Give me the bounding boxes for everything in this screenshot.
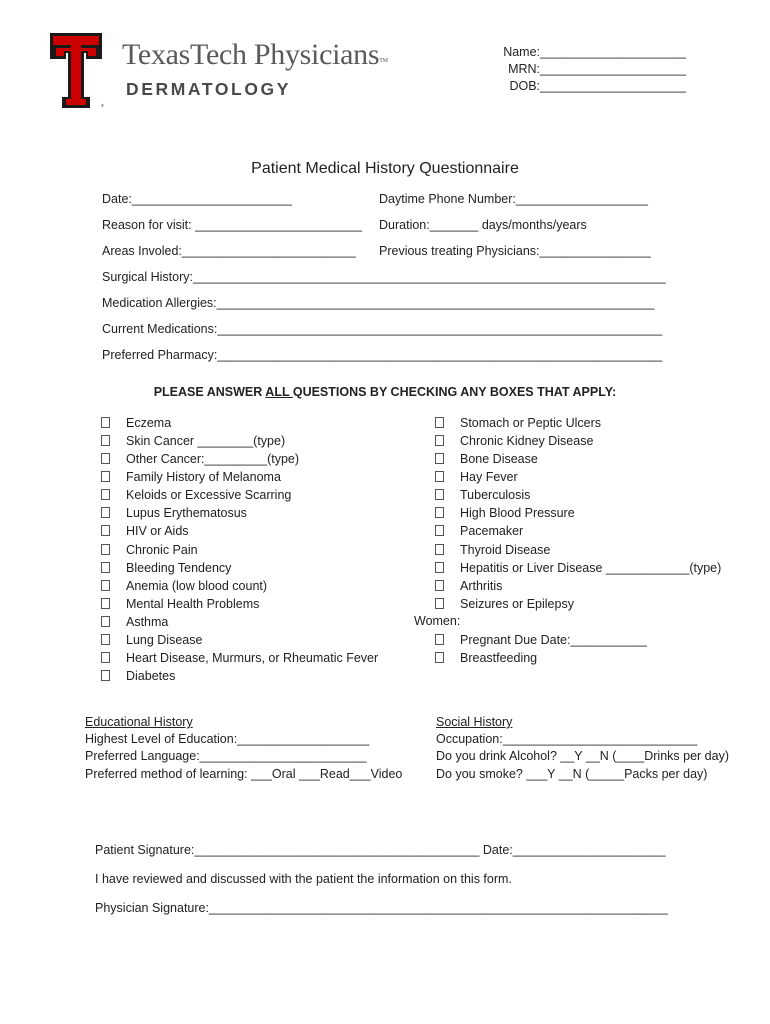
condition-item: Diabetes	[101, 667, 175, 685]
condition-item: Seizures or Epilepsy	[435, 595, 574, 613]
texas-tech-double-t-logo-icon	[50, 33, 102, 108]
condition-item: HIV or Aids	[101, 522, 189, 540]
condition-item: Lupus Erythematosus	[101, 504, 247, 522]
checkbox[interactable]	[101, 544, 110, 555]
checkbox[interactable]	[101, 525, 110, 536]
patient-id-block	[480, 44, 686, 95]
name-field[interactable]: Name:_____________________	[503, 45, 686, 59]
condition-item: Keloids or Excessive Scarring	[101, 486, 291, 504]
condition-item: Stomach or Peptic Ulcers	[435, 414, 601, 432]
checkbox[interactable]	[101, 634, 110, 645]
checkbox[interactable]	[101, 580, 110, 591]
condition-item: Hay Fever	[435, 468, 518, 486]
condition-item: Tuberculosis	[435, 486, 530, 504]
learning-method-field[interactable]: Preferred method of learning: ___Oral ___Read___Video	[85, 767, 403, 781]
checkbox[interactable]	[435, 544, 444, 555]
checkbox[interactable]	[101, 670, 110, 681]
condition-item: Mental Health Problems	[101, 595, 259, 613]
checkbox[interactable]	[101, 471, 110, 482]
condition-item: Asthma	[101, 613, 168, 631]
checkbox[interactable]	[101, 507, 110, 518]
surgical-history-field[interactable]: Surgical History:____________________________________________________________________	[102, 270, 666, 284]
smoking-field[interactable]: Do you smoke? ___Y __N (_____Packs per day)	[436, 767, 708, 781]
checkbox[interactable]	[101, 489, 110, 500]
condition-item: Pregnant Due Date:___________	[435, 631, 647, 649]
duration-field[interactable]: Duration:_______ days/months/years	[379, 218, 587, 232]
checkbox[interactable]	[435, 562, 444, 573]
svg-text:®: ®	[101, 103, 104, 108]
checkbox[interactable]	[435, 507, 444, 518]
checkbox[interactable]	[101, 598, 110, 609]
occupation-field[interactable]: Occupation:____________________________	[436, 732, 698, 746]
checkbox[interactable]	[435, 435, 444, 446]
condition-item: Hepatitis or Liver Disease ____________(type)	[435, 559, 721, 577]
preferred-pharmacy-field[interactable]: Preferred Pharmacy:________________________________________________________________	[102, 348, 663, 362]
mrn-field[interactable]: MRN:_____________________	[508, 62, 686, 76]
department-name: DERMATOLOGY	[126, 79, 292, 99]
previous-physicians-field[interactable]: Previous treating Physicians:________________	[379, 244, 651, 258]
checkbox[interactable]	[435, 471, 444, 482]
physician-signature-field[interactable]: Physician Signature:__________________________________________________________________	[95, 901, 668, 915]
condition-item: Lung Disease	[101, 631, 202, 649]
condition-item: High Blood Pressure	[435, 504, 575, 522]
date-field[interactable]: Date:_______________________	[102, 192, 292, 206]
condition-item: Bleeding Tendency	[101, 559, 231, 577]
educational-history-heading: Educational History	[85, 715, 193, 729]
areas-involved-field[interactable]: Areas Involed:_________________________	[102, 244, 356, 258]
form-title: Patient Medical History Questionnaire	[251, 160, 519, 177]
checkbox[interactable]	[435, 580, 444, 591]
condition-item: Skin Cancer ________(type)	[101, 432, 285, 450]
checkbox[interactable]	[101, 417, 110, 428]
review-statement: I have reviewed and discussed with the patient the information on this form.	[95, 872, 512, 886]
checkbox[interactable]	[435, 489, 444, 500]
brand-name: TexasTech Physicians™	[122, 38, 388, 71]
condition-item: Eczema	[101, 414, 171, 432]
condition-item: Thyroid Disease	[435, 541, 550, 559]
reason-for-visit-field[interactable]: Reason for visit: ________________________	[102, 218, 362, 232]
checkbox[interactable]	[435, 453, 444, 464]
medication-allergies-field[interactable]: Medication Allergies:_______________________________________________________________	[102, 296, 655, 310]
checkbox[interactable]	[101, 453, 110, 464]
checkbox[interactable]	[435, 652, 444, 663]
checkbox[interactable]	[435, 598, 444, 609]
condition-item: Heart Disease, Murmurs, or Rheumatic Fever	[101, 649, 378, 667]
condition-item: Family History of Melanoma	[101, 468, 281, 486]
condition-item: Anemia (low blood count)	[101, 577, 267, 595]
condition-item: Arthritis	[435, 577, 502, 595]
current-medications-field[interactable]: Current Medications:________________________________________________________________	[102, 322, 663, 336]
condition-item: Bone Disease	[435, 450, 538, 468]
checkbox[interactable]	[435, 525, 444, 536]
alcohol-field[interactable]: Do you drink Alcohol? __Y __N (____Drinks per day)	[436, 749, 729, 763]
condition-item: Chronic Pain	[101, 541, 198, 559]
checkbox[interactable]	[101, 652, 110, 663]
daytime-phone-field[interactable]: Daytime Phone Number:___________________	[379, 192, 648, 206]
checkbox[interactable]	[435, 417, 444, 428]
preferred-language-field[interactable]: Preferred Language:________________________	[85, 749, 367, 763]
social-history-heading: Social History	[436, 715, 513, 729]
checkbox[interactable]	[435, 634, 444, 645]
patient-signature-field[interactable]: Patient Signature:_________________________________________ Date:______________________	[95, 843, 666, 857]
checkbox[interactable]	[101, 616, 110, 627]
checkbox-instructions: PLEASE ANSWER ALL QUESTIONS BY CHECKING ANY BOXES THAT APPLY:	[153, 385, 617, 399]
condition-item: Other Cancer:_________(type)	[101, 450, 299, 468]
checkbox[interactable]	[101, 435, 110, 446]
condition-item: Chronic Kidney Disease	[435, 432, 593, 450]
dob-field[interactable]: DOB:_____________________	[509, 79, 686, 93]
checkbox[interactable]	[101, 562, 110, 573]
condition-item: Pacemaker	[435, 522, 523, 540]
women-label: Women:	[414, 614, 461, 628]
education-level-field[interactable]: Highest Level of Education:___________________	[85, 732, 370, 746]
condition-item: Breastfeeding	[435, 649, 537, 667]
